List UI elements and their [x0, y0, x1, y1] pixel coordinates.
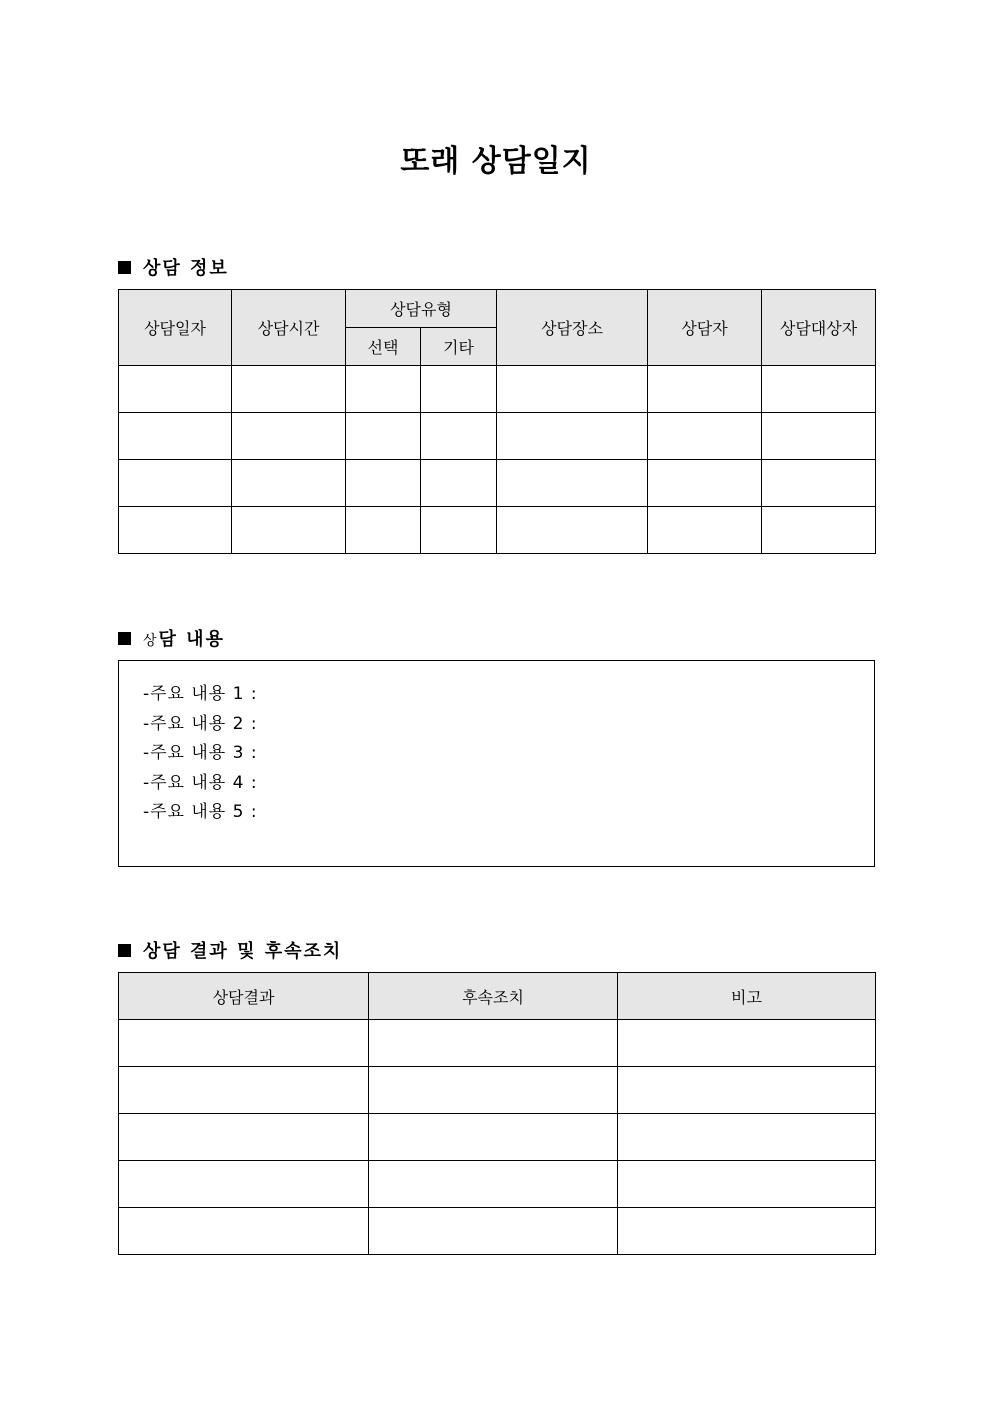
table-cell[interactable] — [762, 460, 876, 507]
table-cell[interactable] — [119, 1067, 369, 1114]
table-row — [119, 413, 876, 460]
black-square-icon — [118, 261, 131, 274]
content-section-heading — [118, 625, 225, 651]
header-result: 상담결과 — [119, 973, 369, 1020]
black-square-icon — [118, 632, 131, 645]
table-cell[interactable] — [497, 460, 648, 507]
table-cell[interactable] — [421, 413, 497, 460]
list-item: -주요 내용 2 : — [143, 713, 258, 734]
table-cell[interactable] — [369, 1161, 618, 1208]
table-cell[interactable] — [421, 366, 497, 413]
document-title: 또래 상담일지 — [400, 144, 592, 179]
counseling-result-table — [118, 972, 876, 1255]
table-row — [119, 460, 876, 507]
table-cell[interactable] — [346, 366, 421, 413]
header-note: 비고 — [618, 973, 876, 1020]
table-cell[interactable] — [369, 1114, 618, 1161]
table-cell[interactable] — [119, 507, 232, 554]
table-cell[interactable] — [648, 460, 762, 507]
info-section-heading — [118, 254, 229, 280]
table-cell[interactable] — [618, 1114, 876, 1161]
table-cell[interactable] — [421, 507, 497, 554]
table-cell[interactable] — [618, 1208, 876, 1255]
table-row — [119, 507, 876, 554]
list-item: -주요 내용 1 : — [143, 684, 258, 704]
counseling-content-box[interactable] — [118, 660, 875, 867]
result-section-heading — [118, 937, 342, 963]
table-cell[interactable] — [762, 507, 876, 554]
list-item: -주요 내용 3 : — [143, 743, 258, 763]
table-row — [119, 1208, 876, 1255]
table-cell[interactable] — [497, 366, 648, 413]
table-cell[interactable] — [346, 413, 421, 460]
table-cell[interactable] — [497, 507, 648, 554]
table-cell[interactable] — [119, 1161, 369, 1208]
table-cell[interactable] — [369, 1020, 618, 1067]
table-cell[interactable] — [119, 1114, 369, 1161]
counseling-info-table — [118, 289, 876, 554]
table-cell[interactable] — [369, 1067, 618, 1114]
table-cell[interactable] — [119, 413, 232, 460]
table-cell[interactable] — [119, 1020, 369, 1067]
table-cell[interactable] — [497, 413, 648, 460]
content-section-heading-text: 상담 내용 — [143, 629, 225, 650]
table-cell[interactable] — [648, 507, 762, 554]
table-row — [119, 1020, 876, 1067]
list-item: -주요 내용 5 : — [143, 802, 258, 822]
info-section-heading-text: 상담 정보 — [143, 258, 229, 279]
header-place: 상담장소 — [497, 290, 648, 366]
black-square-icon — [118, 944, 131, 957]
header-type-select: 선택 — [346, 328, 421, 366]
table-cell[interactable] — [232, 460, 346, 507]
header-client: 상담대상자 — [762, 290, 876, 366]
header-type-other: 기타 — [421, 328, 497, 366]
table-cell[interactable] — [369, 1208, 618, 1255]
header-date: 상담일자 — [119, 290, 232, 366]
table-cell[interactable] — [232, 507, 346, 554]
table-row — [119, 1161, 876, 1208]
header-counselor: 상담자 — [648, 290, 762, 366]
table-row — [119, 1114, 876, 1161]
content-items-list — [143, 680, 258, 828]
header-type: 상담유형 — [346, 290, 497, 328]
table-cell[interactable] — [232, 366, 346, 413]
table-cell[interactable] — [648, 366, 762, 413]
table-cell[interactable] — [618, 1067, 876, 1114]
result-section-heading-text: 상담 결과 및 후속조치 — [143, 941, 343, 962]
table-cell[interactable] — [346, 507, 421, 554]
table-cell[interactable] — [119, 366, 232, 413]
table-cell[interactable] — [618, 1020, 876, 1067]
table-cell[interactable] — [119, 460, 232, 507]
table-cell[interactable] — [648, 413, 762, 460]
table-cell[interactable] — [762, 413, 876, 460]
header-followup: 후속조치 — [369, 973, 618, 1020]
header-time: 상담시간 — [232, 290, 346, 366]
table-cell[interactable] — [232, 413, 346, 460]
table-cell[interactable] — [762, 366, 876, 413]
table-cell[interactable] — [618, 1161, 876, 1208]
table-cell[interactable] — [421, 460, 497, 507]
table-cell[interactable] — [119, 1208, 369, 1255]
table-row — [119, 1067, 876, 1114]
table-cell[interactable] — [346, 460, 421, 507]
table-row — [119, 366, 876, 413]
list-item: -주요 내용 4 : — [143, 772, 258, 793]
